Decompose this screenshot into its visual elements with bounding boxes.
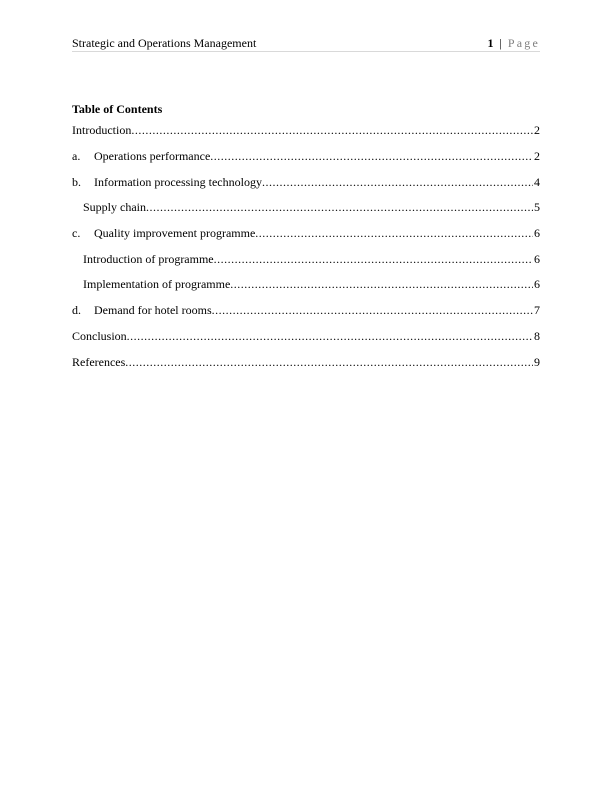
toc-entry-page: 2 [534,123,540,137]
toc-entry-references[interactable] [72,355,540,369]
toc-entry-page: 4 [534,175,540,189]
toc-entry-quality-improvement[interactable] [72,226,540,240]
toc-entry-label: Introduction [72,123,132,137]
toc-entry-page: 2 [534,149,540,163]
toc-dot-leader [146,200,533,214]
toc-entry-page: 6 [534,252,540,266]
toc-entry-conclusion[interactable] [72,329,540,343]
toc-dot-leader [262,175,533,189]
toc-entry-page: 6 [534,226,540,240]
toc-dot-leader [125,355,533,369]
toc-entry-label: Introduction of programme [83,252,214,266]
toc-entry-page: 5 [534,200,540,214]
toc-entry-page: 6 [534,277,540,291]
toc-entry-supply-chain[interactable] [72,200,540,214]
toc-entry-label: Quality improvement programme [94,226,256,240]
toc-entry-information-processing[interactable] [72,175,540,189]
header-page-indicator [487,36,540,50]
toc-entry-marker: c. [72,226,81,240]
toc-entry-label: Supply chain [83,200,146,214]
toc-entry-introduction-of-programme[interactable] [72,252,540,266]
toc-entry-page: 8 [534,329,540,343]
toc-entry-label: Conclusion [72,329,127,343]
toc-dot-leader [230,277,533,291]
header-page-number: 1 [487,36,494,50]
toc-entry-label: Implementation of programme [83,277,231,291]
header-page-word: Page [507,36,540,50]
toc-entry-introduction[interactable] [72,123,540,137]
toc-heading: Table of Contents [72,102,163,116]
toc-entry-label: Demand for hotel rooms [94,303,212,317]
toc-entry-marker: b. [72,175,81,189]
header-separator: | [499,36,502,50]
toc-entry-implementation-of-programme[interactable] [72,277,540,291]
toc-entry-label: Operations performance [94,149,211,163]
toc-dot-leader [212,303,533,317]
toc-entry-label: Information processing technology [94,175,262,189]
header-title: Strategic and Operations Management [72,36,257,50]
toc-entry-page: 9 [534,355,540,369]
toc-dot-leader [127,329,533,343]
toc-entry-label: References [72,355,126,369]
toc-dot-leader [131,123,533,137]
toc-entry-demand-for-hotel-rooms[interactable] [72,303,540,317]
toc-entry-operations-performance[interactable] [72,149,540,163]
page-header [72,36,540,52]
toc-entry-page: 7 [534,303,540,317]
toc-entry-marker: a. [72,149,81,163]
toc-dot-leader [255,226,533,240]
toc-dot-leader [210,149,533,163]
toc-dot-leader [214,252,533,266]
toc-entry-marker: d. [72,303,81,317]
